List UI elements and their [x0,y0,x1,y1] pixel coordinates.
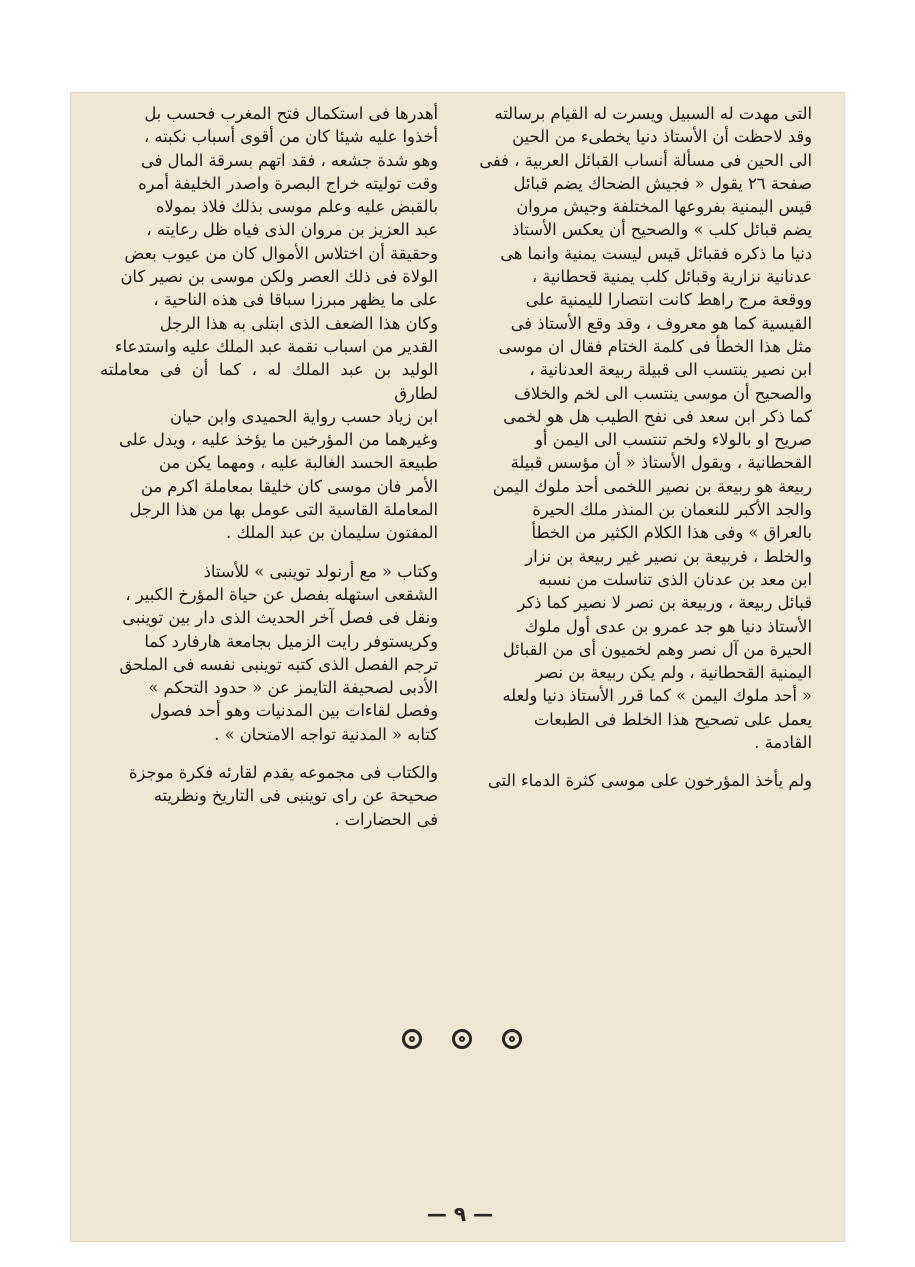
text-line: فى الحضارات . [334,809,438,829]
text-line: قيس اليمنية بفروعها المختلفة وجيش مروان [516,197,812,217]
text-line: وفصل لقاءات بين المدنيات وهو أحد فصول [150,701,438,721]
text-line: وهو شدة جشعه ، فقد اتهم بسرقة المال فى [141,150,438,170]
text-line: المفتون سليمان بن عبد الملك . [226,523,438,543]
ring-icon [502,1029,522,1049]
text-line: طبيعة الحسد الغالبة عليه ، ومهما يكن من [158,453,438,473]
text-line: ابن نصير ينتسب الى قبيلة ربيعة العدنانية ، [529,360,812,380]
text-line: وقد لاحظت أن الأستاذ دنيا يخطىء من الحين [512,127,812,147]
text-line: صريح او بالولاء ولخم تنتسب الى اليمن أو [535,430,812,450]
text-line: بالقبض عليه وعلم موسى بذلك فلاذ بمولاه [155,197,438,217]
text-line: اليمنية القحطانية ، ولم يكن ربيعة بن نصر [535,663,812,683]
text-line: والجد الأكبر للنعمان بن المنذر ملك الحيرة [532,500,812,520]
text-line: كما ذكر ابن سعد فى نفح الطيب هل هو لخمى [503,406,812,426]
text-line: الولاة فى ذلك العصر ولكن موسى بن نصير كان [120,267,438,287]
text-line: « أحد ملوك اليمن » كما قرر الأستاذ دنيا ولعله [502,686,812,706]
text-line: ووقعة مرج راهط كانت انتصارا لليمنية على [525,290,812,310]
text-line: على ما يظهر مبرزا سباقا فى هذه الناحية ، [153,290,438,310]
text-line: يعمل على تصحيح هذا الخلط فى الطبعات [533,709,812,729]
text-line: قبائل ربيعة ، وربيعة بن نصر لا نصير كما ذكر [517,593,812,613]
right-column [472,102,812,793]
text-line: ونقل فى فصل آخر الحديث الذى دار بين توينبى [122,608,438,628]
text-line: ابن معد بن عدنان الذى تناسلت من نسبه [538,569,812,589]
text-line: الشقعى استهله بفصل عن حياة المؤرخ الكبير ، [125,584,438,604]
ring-icon [452,1029,472,1049]
text-line: وحقيقة أن اختلاس الأموال كان من عيوب بعض [124,243,438,263]
text-line: الى الحين فى مسألة أنساب القبائل العربية ، ففى [479,150,812,170]
text-line: القيسية كما هو معروف ، وقد وقع الأستاذ فى [510,313,812,333]
text-line: مثل هذا الخطأ فى كلمة الختام فقال ان موسى [498,336,812,356]
text-line: والكتاب فى مجموعه يقدم لقارئه فكرة موجزة [128,763,438,783]
text-line: يضم قبائل كلب » والصحيح أن يعكس الأستاذ [512,220,812,240]
left-column [100,102,438,831]
right-column-last-line: ولم يأخذ المؤرخون على موسى كثرة الدماء التى [487,771,812,791]
text-line: صحيحة عن راى توينبى فى التاريخ ونظريته [153,786,438,806]
text-line: القادمة . [754,733,812,753]
text-line: وغيرهما من المؤرخين ما يؤخذ عليه ، ويدل على [119,430,438,450]
text-line: الوليد بن عبد الملك له ، كما أن فى معاملته لطارق [100,360,438,403]
ring-icon [402,1029,422,1049]
text-line: أخذوا عليه شيئا كان من أقوى أسباب نكبته ، [143,127,438,147]
text-line: القدير من اسباب نقمة عبد الملك عليه واستدعاء [114,336,438,356]
text-line: ابن زياد حسب رواية الحميدى وابن حيان [169,406,438,426]
text-line: والخلط ، فربيعة بن نصير غير ربيعة بن نزار [525,546,812,566]
text-line: التى مهدت له السبيل ويسرت له القيام برسالته [494,104,812,123]
text-line: بالعراق » وفى هذا الكلام الكثير من الخطأ [531,523,812,543]
text-line: أهدرها فى استكمال فتح المغرب فحسب بل [144,104,438,123]
text-line: الأدبى لصحيفة التايمز عن « حدود التحكم » [148,678,438,698]
text-line: والصحيح أن موسى ينتسب الى لخم والخلاف [514,383,812,403]
text-line: القحطانية ، ويقول الأستاذ « أن مؤسس قبيلة [510,453,812,473]
text-line: عبد العزيز بن مروان الذى فياه ظل رعايته ، [146,220,438,240]
text-line: وقت توليته خراج البصرة واصدر الخليفة أمره [138,173,438,193]
text-line: ربيعة هو ربيعة بن نصير اللخمى أحد ملوك اليمن [492,476,812,496]
text-line: وكتاب « مع أرنولد توينبى » للأستاذ [203,561,438,581]
text-line: الحيرة من آل نصر وهم لخميون أى من القبائل [502,639,812,659]
text-line: الأستاذ دنيا هو جد عمرو بن عدى أول ملوك [524,616,812,636]
text-line: المعاملة القاسية التى عومل بها من هذا الرجل [129,500,438,520]
section-end-ornament [402,1029,522,1057]
text-line: وكريستوفر رايت الزميل بجامعة هارفارد كما [144,631,438,651]
text-line: عدنانية نزارية وقبائل كلب يمنية قحطانية ، [531,267,812,287]
text-line: دنيا ما ذكره فقبائل قيس ليست يمنية وانما هى [500,243,812,263]
text-line: ترجم الفصل الذى كتبه توينبى نفسه فى الملحق [119,654,438,674]
magazine-page [70,92,845,1242]
text-line: صفحة ٢٦ يقول « فجيش الضحاك يضم قبائل [513,173,812,193]
page-number: — ٩ — [426,1202,494,1226]
text-line: كتابه « المدنية تواجه الامتحان » . [214,724,438,744]
text-line: وكان هذا الضعف الذى ابتلى به هذا الرجل [159,313,438,333]
text-line: الأمر فان موسى كان خليقا بمعاملة اكرم من [140,476,438,496]
